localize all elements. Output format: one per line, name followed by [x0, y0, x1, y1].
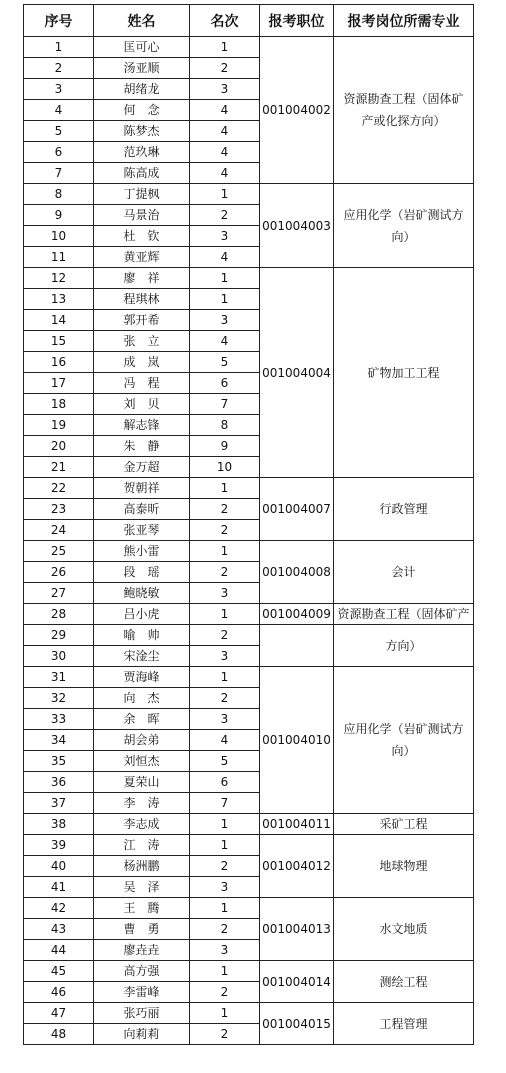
cell-seq: 10 — [24, 226, 94, 247]
cell-name: 李 涛 — [94, 793, 190, 814]
cell-name: 陈梦杰 — [94, 121, 190, 142]
cell-rank: 1 — [190, 289, 260, 310]
cell-rank: 2 — [190, 562, 260, 583]
cell-name: 吴 泽 — [94, 877, 190, 898]
cell-seq: 25 — [24, 541, 94, 562]
cell-rank: 3 — [190, 709, 260, 730]
table-row — [24, 541, 474, 562]
cell-position-code: 001004002 — [260, 37, 334, 184]
cell-name: 汤亚顺 — [94, 58, 190, 79]
cell-name: 段 瑶 — [94, 562, 190, 583]
cell-rank: 4 — [190, 730, 260, 751]
cell-rank: 2 — [190, 499, 260, 520]
table-row — [24, 604, 474, 625]
cell-seq: 17 — [24, 373, 94, 394]
cell-rank: 3 — [190, 79, 260, 100]
cell-rank: 1 — [190, 37, 260, 58]
table-row — [24, 961, 474, 982]
cell-seq: 32 — [24, 688, 94, 709]
cell-name: 刘恒杰 — [94, 751, 190, 772]
cell-seq: 35 — [24, 751, 94, 772]
cell-name: 解志锋 — [94, 415, 190, 436]
cell-rank: 7 — [190, 793, 260, 814]
cell-name: 陈高成 — [94, 163, 190, 184]
cell-name: 夏荣山 — [94, 772, 190, 793]
cell-name: 杨洲鹏 — [94, 856, 190, 877]
cell-name: 冯 程 — [94, 373, 190, 394]
cell-rank: 1 — [190, 478, 260, 499]
cell-seq: 21 — [24, 457, 94, 478]
cell-major: 工程管理 — [334, 1003, 474, 1045]
cell-seq: 7 — [24, 163, 94, 184]
cell-seq: 37 — [24, 793, 94, 814]
cell-seq: 44 — [24, 940, 94, 961]
cell-seq: 13 — [24, 289, 94, 310]
header-rank: 名次 — [190, 5, 260, 37]
cell-seq: 29 — [24, 625, 94, 646]
cell-rank: 3 — [190, 226, 260, 247]
cell-seq: 6 — [24, 142, 94, 163]
cell-rank: 4 — [190, 121, 260, 142]
cell-seq: 39 — [24, 835, 94, 856]
cell-rank: 1 — [190, 541, 260, 562]
cell-rank: 2 — [190, 58, 260, 79]
cell-seq: 11 — [24, 247, 94, 268]
cell-seq: 19 — [24, 415, 94, 436]
cell-seq: 8 — [24, 184, 94, 205]
cell-seq: 24 — [24, 520, 94, 541]
cell-rank: 1 — [190, 268, 260, 289]
cell-seq: 27 — [24, 583, 94, 604]
cell-seq: 31 — [24, 667, 94, 688]
table-body — [24, 37, 474, 1045]
table-row — [24, 184, 474, 205]
cell-seq: 5 — [24, 121, 94, 142]
cell-position-code: 001004014 — [260, 961, 334, 1003]
cell-rank: 1 — [190, 814, 260, 835]
cell-seq: 41 — [24, 877, 94, 898]
header-name: 姓名 — [94, 5, 190, 37]
cell-position-code: 001004012 — [260, 835, 334, 898]
cell-position-code: 001004004 — [260, 268, 334, 478]
header-seq: 序号 — [24, 5, 94, 37]
cell-name: 高方强 — [94, 961, 190, 982]
cell-name: 成 岚 — [94, 352, 190, 373]
cell-name: 刘 贝 — [94, 394, 190, 415]
cell-name: 郭开希 — [94, 310, 190, 331]
cell-major: 行政管理 — [334, 478, 474, 541]
cell-name: 范玖琳 — [94, 142, 190, 163]
cell-rank: 2 — [190, 1024, 260, 1045]
cell-name: 向 杰 — [94, 688, 190, 709]
cell-rank: 3 — [190, 583, 260, 604]
cell-name: 江 涛 — [94, 835, 190, 856]
cell-seq: 4 — [24, 100, 94, 121]
cell-name: 程琪林 — [94, 289, 190, 310]
cell-name: 吕小虎 — [94, 604, 190, 625]
cell-name: 李志成 — [94, 814, 190, 835]
cell-seq: 42 — [24, 898, 94, 919]
cell-rank: 7 — [190, 394, 260, 415]
header-position: 报考职位 — [260, 5, 334, 37]
table-row — [24, 625, 474, 646]
cell-position-code: 001004010 — [260, 667, 334, 814]
table-row — [24, 835, 474, 856]
cell-seq: 33 — [24, 709, 94, 730]
cell-seq: 15 — [24, 331, 94, 352]
cell-rank: 1 — [190, 835, 260, 856]
cell-seq: 38 — [24, 814, 94, 835]
cell-name: 胡会弟 — [94, 730, 190, 751]
cell-seq: 9 — [24, 205, 94, 226]
cell-major: 测绘工程 — [334, 961, 474, 1003]
cell-seq: 45 — [24, 961, 94, 982]
table-row — [24, 1003, 474, 1024]
cell-rank: 2 — [190, 688, 260, 709]
cell-name: 何 念 — [94, 100, 190, 121]
cell-major: 矿物加工工程 — [334, 268, 474, 478]
cell-name: 丁提枫 — [94, 184, 190, 205]
cell-rank: 6 — [190, 373, 260, 394]
cell-name: 宋淦尘 — [94, 646, 190, 667]
cell-seq: 26 — [24, 562, 94, 583]
cell-name: 张亚琴 — [94, 520, 190, 541]
cell-rank: 6 — [190, 772, 260, 793]
cell-seq: 34 — [24, 730, 94, 751]
cell-name: 廖垚垚 — [94, 940, 190, 961]
cell-name: 张 立 — [94, 331, 190, 352]
cell-name: 熊小雷 — [94, 541, 190, 562]
cell-seq: 14 — [24, 310, 94, 331]
cell-major: 水文地质 — [334, 898, 474, 961]
cell-rank: 2 — [190, 919, 260, 940]
cell-major: 方向） — [334, 625, 474, 667]
cell-major: 会计 — [334, 541, 474, 604]
cell-name: 匡可心 — [94, 37, 190, 58]
cell-rank: 9 — [190, 436, 260, 457]
cell-seq: 48 — [24, 1024, 94, 1045]
header-major: 报考岗位所需专业 — [334, 5, 474, 37]
cell-major: 资源勘查工程（固体矿产 — [334, 604, 474, 625]
cell-name: 胡绪龙 — [94, 79, 190, 100]
cell-rank: 2 — [190, 625, 260, 646]
candidate-ranking-table — [23, 4, 474, 1045]
cell-rank: 3 — [190, 877, 260, 898]
cell-seq: 46 — [24, 982, 94, 1003]
cell-name: 黄亚辉 — [94, 247, 190, 268]
cell-seq: 28 — [24, 604, 94, 625]
cell-seq: 1 — [24, 37, 94, 58]
cell-rank: 1 — [190, 604, 260, 625]
cell-name: 朱 静 — [94, 436, 190, 457]
table-row — [24, 667, 474, 688]
cell-name: 王 腾 — [94, 898, 190, 919]
cell-seq: 20 — [24, 436, 94, 457]
cell-major: 采矿工程 — [334, 814, 474, 835]
cell-rank: 5 — [190, 352, 260, 373]
cell-seq: 16 — [24, 352, 94, 373]
cell-rank: 2 — [190, 982, 260, 1003]
cell-seq: 30 — [24, 646, 94, 667]
cell-rank: 1 — [190, 184, 260, 205]
cell-seq: 22 — [24, 478, 94, 499]
cell-seq: 18 — [24, 394, 94, 415]
cell-name: 余 晖 — [94, 709, 190, 730]
cell-major: 应用化学（岩矿测试方向） — [334, 184, 474, 268]
cell-position-code: 001004011 — [260, 814, 334, 835]
cell-position-code: 001004008 — [260, 541, 334, 604]
cell-name: 马景治 — [94, 205, 190, 226]
cell-seq: 36 — [24, 772, 94, 793]
cell-rank: 3 — [190, 310, 260, 331]
table-row — [24, 37, 474, 58]
cell-rank: 10 — [190, 457, 260, 478]
cell-name: 曹 勇 — [94, 919, 190, 940]
cell-major: 资源勘查工程（固体矿产或化探方向） — [334, 37, 474, 184]
cell-position-code: 001004015 — [260, 1003, 334, 1045]
cell-major: 地球物理 — [334, 835, 474, 898]
cell-name: 鲍晓敏 — [94, 583, 190, 604]
header-row — [24, 5, 474, 37]
cell-seq: 3 — [24, 79, 94, 100]
cell-seq: 40 — [24, 856, 94, 877]
cell-name: 喻 帅 — [94, 625, 190, 646]
cell-name: 向莉莉 — [94, 1024, 190, 1045]
cell-rank: 1 — [190, 667, 260, 688]
cell-position-code: 001004003 — [260, 184, 334, 268]
cell-name: 贾海峰 — [94, 667, 190, 688]
cell-seq: 12 — [24, 268, 94, 289]
cell-name: 金万超 — [94, 457, 190, 478]
cell-position-code: 001004007 — [260, 478, 334, 541]
cell-position-code: 001004009 — [260, 604, 334, 625]
cell-rank: 4 — [190, 163, 260, 184]
cell-name: 廖 祥 — [94, 268, 190, 289]
cell-rank: 2 — [190, 520, 260, 541]
cell-rank: 8 — [190, 415, 260, 436]
cell-seq: 23 — [24, 499, 94, 520]
table-row — [24, 814, 474, 835]
cell-rank: 3 — [190, 646, 260, 667]
cell-name: 李雷峰 — [94, 982, 190, 1003]
cell-rank: 4 — [190, 331, 260, 352]
cell-rank: 1 — [190, 961, 260, 982]
cell-rank: 4 — [190, 100, 260, 121]
cell-position-code: 001004013 — [260, 898, 334, 961]
cell-rank: 1 — [190, 1003, 260, 1024]
table-row — [24, 478, 474, 499]
table-row — [24, 898, 474, 919]
cell-name: 贺朝祥 — [94, 478, 190, 499]
cell-name: 杜 钦 — [94, 226, 190, 247]
cell-seq: 2 — [24, 58, 94, 79]
cell-rank: 4 — [190, 142, 260, 163]
cell-major: 应用化学（岩矿测试方向） — [334, 667, 474, 814]
cell-rank: 1 — [190, 898, 260, 919]
cell-rank: 2 — [190, 856, 260, 877]
cell-rank: 4 — [190, 247, 260, 268]
cell-rank: 2 — [190, 205, 260, 226]
cell-rank: 5 — [190, 751, 260, 772]
cell-seq: 43 — [24, 919, 94, 940]
cell-seq: 47 — [24, 1003, 94, 1024]
cell-position-code — [260, 625, 334, 667]
table-row — [24, 268, 474, 289]
cell-rank: 3 — [190, 940, 260, 961]
cell-name: 张巧丽 — [94, 1003, 190, 1024]
cell-name: 高泰昕 — [94, 499, 190, 520]
